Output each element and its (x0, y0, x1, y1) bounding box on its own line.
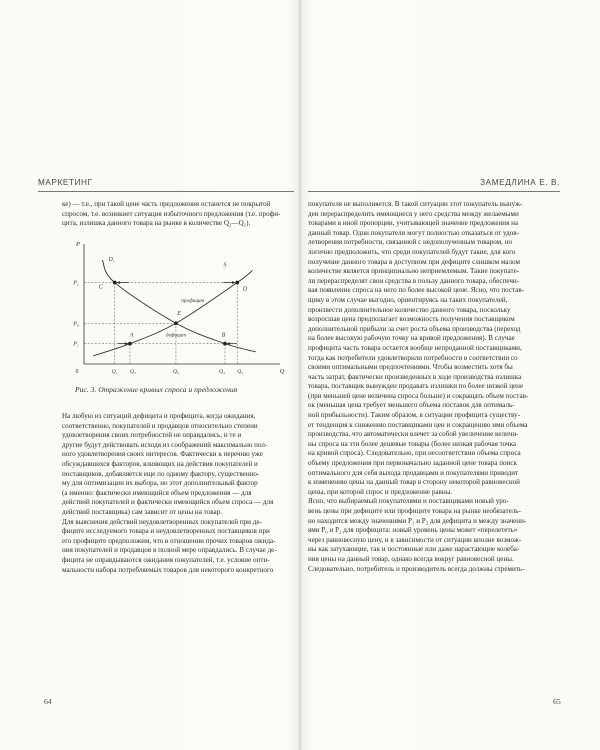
text-line: тогда как потребители удовлетворили потребности в соответствии со (308, 353, 518, 362)
right-page (300, 0, 600, 750)
text-line: поставщиков, добавляется еще по одному фактору, существенно- (62, 469, 260, 478)
point-label: S (223, 262, 227, 269)
arrow-left-top-head (117, 281, 120, 284)
text-line: удовлетворения своих потребностей не оправдались, и те и (62, 431, 242, 440)
text-line: ны спроса на эти более дешевые товары (более низкая рабочая точка (308, 439, 517, 448)
text-line: Ясно, что выбираемый покупателями и поставщиками новый уро- (308, 497, 509, 506)
text-line: возросшая цена предполагает возможность получения поставщиком (308, 315, 515, 324)
point-b (223, 342, 227, 346)
text-line: ли перераспределят свои средства в пользу данного товара, обеспечи- (308, 276, 520, 285)
text-line: часть затрат, фактически произведенных в ходе производства излишка (308, 372, 522, 381)
page-number-right: 65 (553, 697, 561, 706)
text-line: количестве является принципиально неприемлемым. Такие покупате- (308, 267, 520, 276)
text-line: товарами в иной пропорции, учитывающей значение предложения на (308, 219, 519, 228)
deficit-label: дефицит (165, 332, 186, 339)
text-line: (а именно: фактически имеющийся объем предложения — для (62, 488, 252, 497)
text-line: данный товар. Одни покупатели могут полностью отказаться от удов- (308, 228, 519, 237)
text-line: ной прибыльности). Таким образом, в ситуации профицита существу- (308, 411, 521, 420)
text-line: Следовательно, потребитель и производитель всегда должны стремить- (308, 564, 525, 573)
text-line: профицита часть товара остается вообще непроданной поставщиками, (308, 343, 522, 352)
y-tick-label: P₂ (73, 280, 79, 287)
arrow-right-top-head (232, 281, 235, 284)
text-line: получение данного товара в доступном при дефиците слишком малом (308, 257, 520, 266)
text-line: на более высокую рабочую точку на кривой предложения). В случае (308, 334, 515, 343)
text-line: вень цены при дефиците или профиците товара на рынке необязатель- (308, 507, 521, 515)
x-tick-label: Q₀ (172, 369, 179, 375)
text-line: ния цены на данный товар, однако всегда вокруг равновесной цены. (308, 554, 514, 563)
text-line: ке) — т.е., при такой цене часть предложения останется не покрытой (62, 200, 271, 208)
text-line: покупателя не выполняется. В такой ситуации этот покупатель вынуж- (308, 200, 523, 208)
text-line: щику в этом случае выгодно, ориентируясь на таких покупателей, (308, 295, 508, 304)
text-line: товара, поставщик вынужден продавать излишки по более низкой цене (308, 382, 524, 391)
text-line: цита, излишка данного товара на рынке в количестве Q₂—Q₁). (62, 219, 251, 228)
point-label: D (242, 286, 247, 293)
text-line: действий покупателей и фактически имеющийся объем спроса — для (62, 498, 274, 507)
page-number-left: 64 (44, 697, 52, 706)
surplus-label: профицит (181, 297, 205, 304)
text-line: обсуждавшихся факторов, влияющих на действия покупателей и (62, 459, 258, 468)
text-line: му для оптимизации их выбора, но этот дополнительный фактор (62, 479, 258, 488)
x-tick-label: Q₃ (129, 369, 136, 375)
text-line: своими оптимальными предпочтениями. Чтобы возместить хотя бы (308, 363, 513, 372)
text-line: ден перераспределить имеющиеся у него средства между желаемыми (308, 209, 519, 218)
origin-label: 0 (75, 369, 79, 375)
text-line: логично предположить, что среди покупателей будут такие, для кого (308, 247, 516, 256)
text-line: фиците исследуемого товара и неудовлетворенных поставщиков при (62, 527, 270, 536)
text-line: спросом, т.е. возникнет ситуация избыточного предложения (т.е. профи- (62, 209, 281, 218)
text-line: Для выяснения действий неудовлетворенных покупателей при де- (62, 517, 262, 526)
text-line: через равновесную цену, и в зависимости от ситуации вполне возмож- (308, 535, 522, 544)
left-running-head: МАРКЕТИНГ (38, 178, 294, 192)
point-label: E (177, 311, 181, 318)
text-line: фицита не оправдываются ожидания покупателей, т.е. условие опти- (62, 555, 270, 564)
text-line: ны как затухающие, так и постоянные или даже нарастающие колеба- (308, 545, 520, 554)
point-label: D₁ (108, 257, 115, 264)
x-axis-label: Q (279, 368, 285, 375)
point-c (113, 281, 117, 285)
text-line: мальности набора потребляемых товаров для некоторого конкретного (62, 565, 274, 574)
y-tick-label: P₀ (73, 321, 79, 328)
text-line: на кривой спроса). Следовательно, при несоответствии объема спроса (308, 449, 521, 458)
supply-demand-chart (60, 242, 290, 382)
right-body-text (308, 200, 560, 574)
figure-caption: Рис. 3. Отражение кривых спроса и предложения (75, 385, 238, 394)
text-line: действий поставщика) сам зависит от цены на товар. (62, 507, 222, 516)
point-label: C (98, 284, 103, 291)
text-line: но находится между значениями P₁ и P₂ для дефицита и между значени- (308, 516, 527, 525)
text-line: летворения потребности, связанной с недополученным товаром, но (308, 238, 513, 247)
y-axis-label: P (76, 242, 80, 248)
point-a (128, 342, 132, 346)
text-line: соответственно, покупателей и продавцов относительно степени (62, 421, 258, 430)
text-line: ния покупателей и продавцов в полной мере оправдались. В случае де- (62, 546, 277, 555)
point-e (174, 321, 178, 325)
text-line: его профиците предположим, что в отношении прочих товаров ожида- (62, 536, 276, 545)
text-line: производства, что автоматически влечет за собой увеличение величи- (308, 430, 519, 439)
text-line: цены, при которой спрос и предложение равны. (308, 487, 453, 496)
text-line: оптимального для себя выхода продавцами и покупателями приводит (308, 468, 519, 477)
text-line: вая появление спроса на него по более высокой цене. Ясно, что постав- (308, 286, 525, 295)
left-body-text (62, 412, 290, 575)
right-running-head: ЗАМЕДЛИНА Е. В. (308, 178, 560, 192)
text-line: ет тенденция к снижению поставщиками цен и сокращению ими объема (308, 420, 528, 429)
x-tick-label: Q₂ (237, 369, 244, 375)
text-line: к изменению цены на данный товар в сторону некоторой равновесной (308, 478, 520, 487)
text-line: другие будут действовать исходя из соображений максимально пол- (62, 440, 268, 449)
point-label: A (129, 332, 134, 339)
text-line: (при меньшей цене величина спроса больше) и сокращать объем постав- (308, 391, 529, 400)
point-label: B (221, 332, 226, 339)
text-line: объему предложения при первоначально заданной цене товара поиск (308, 459, 517, 468)
supply-curve-label (258, 266, 259, 267)
text-line: произвести дополнительное количество данного товара, поскольку (308, 305, 511, 314)
text-line: На любую из ситуаций дефицита и профицита, когда ожидания, (62, 412, 256, 420)
y-tick-label: P₁ (73, 341, 79, 348)
x-tick-label: Q₄ (218, 369, 225, 375)
point-d (235, 281, 239, 285)
text-line: ок (меньшая цена требует меньшего объема поставок для оптималь- (308, 401, 515, 410)
text-line: дополнительной прибыли за счет роста объема производства (переход (308, 324, 521, 333)
text-line: ного удовлетворения своих интересов. Фактически к перечню уже (62, 450, 263, 459)
left-top-text (62, 200, 290, 229)
text-line: ями P₀ и P₂ для профицита: новый уровень цены может «перелететь» (308, 526, 518, 535)
x-tick-label: Q₁ (111, 369, 118, 375)
